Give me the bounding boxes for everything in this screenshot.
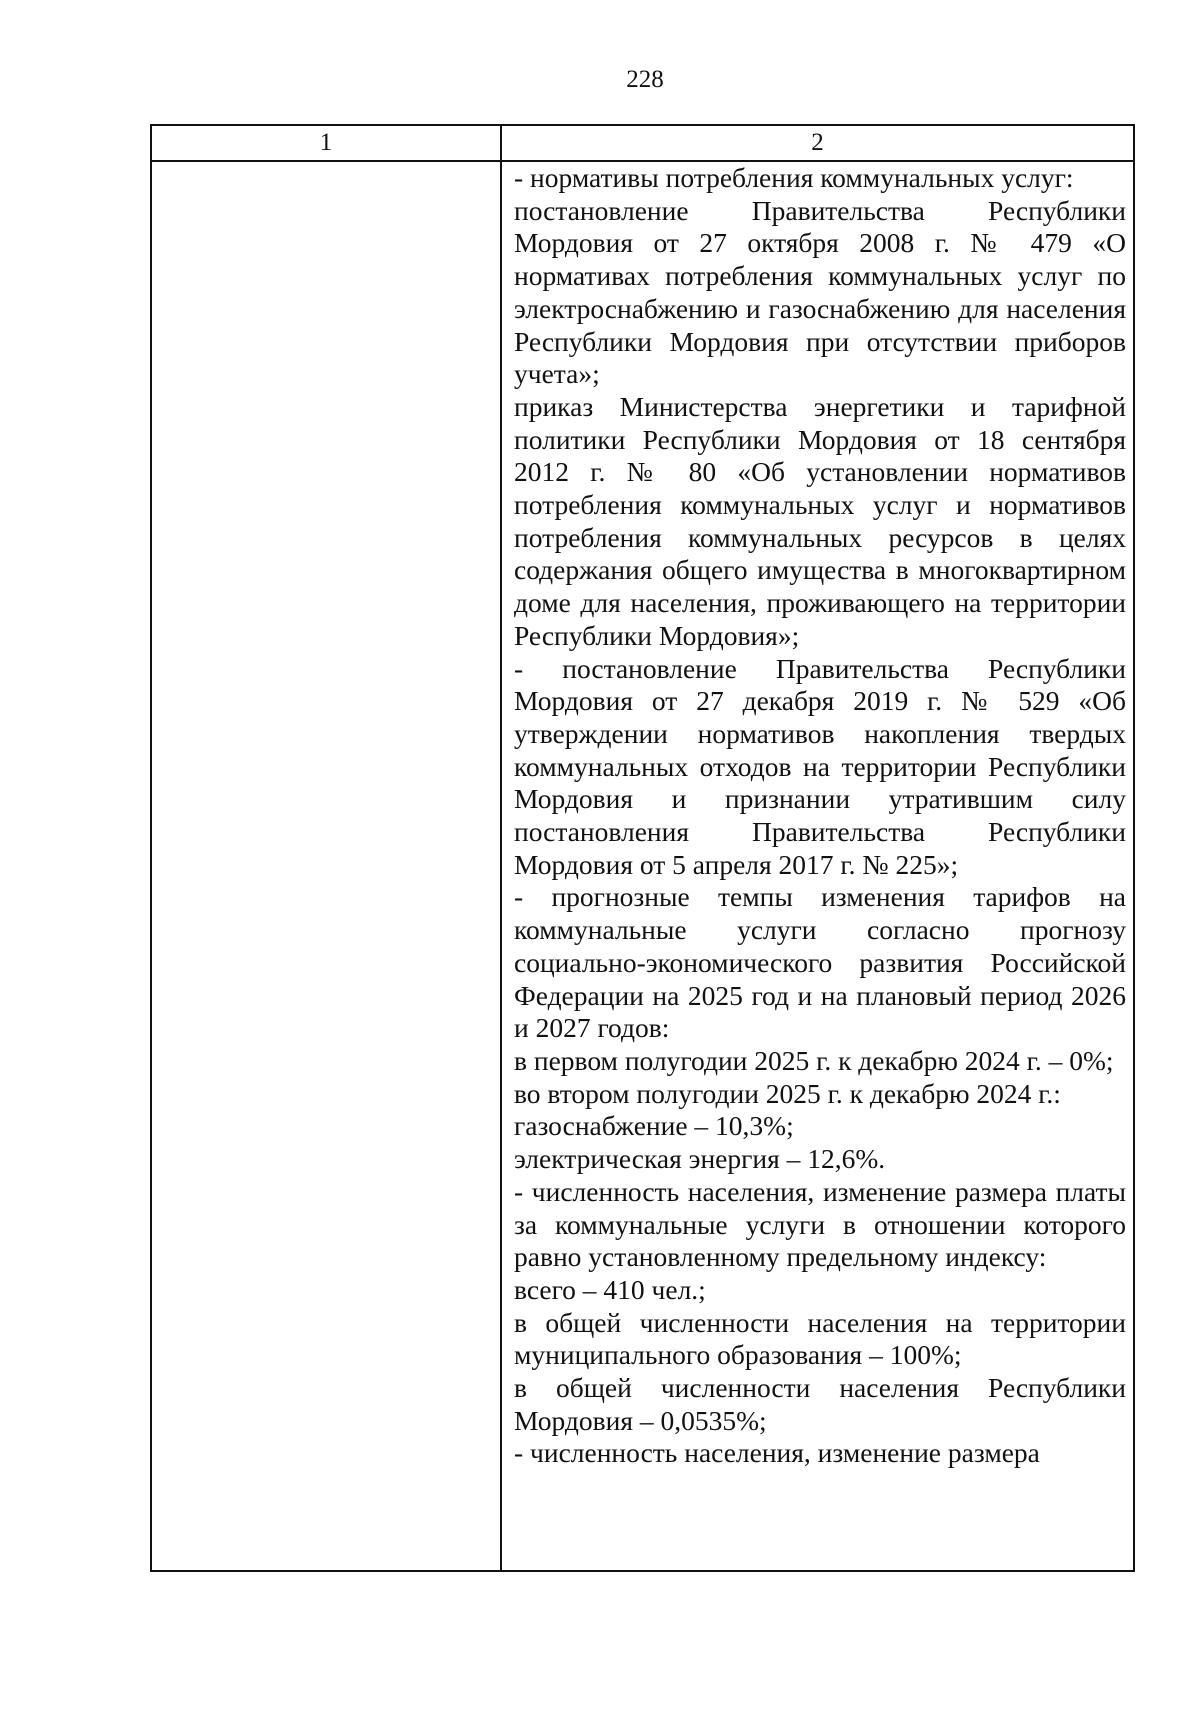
paragraph: во втором полугодии 2025 г. к декабрю 2024 г.:: [514, 1077, 1061, 1109]
page-number: 228: [626, 66, 664, 93]
paragraph: - численность населения, изменение размера платы за коммунальные услуги в отношении которого равно установленному предельному индексу:: [514, 1175, 1126, 1273]
paragraph: - постановление Правительства Республики Мордовия от 27 декабря 2019 г. № 529 «Об утверждении нормативов накопления твердых коммунальных отходов на территории Республики Мордовия и признании утратившим силу постановления Правительства Республики Мордовия от 5 апреля 2017 г. № 225»;: [514, 652, 1126, 880]
column-1-header: 1: [319, 129, 333, 156]
paragraph: в общей численности населения Республики Мордовия – 0,0535%;: [514, 1372, 1126, 1436]
paragraph: постановление Правительства Республики Мордовия от 27 октября 2008 г. № 479 «О нормативах потребления коммунальных услуг по электроснабжению и газоснабжению для населения Республики Мордовия при отсутствии приборов учета»;: [514, 194, 1126, 390]
paragraph: всего – 410 чел.;: [514, 1273, 706, 1305]
document-table: [150, 124, 1135, 1572]
paragraph: электрическая энергия – 12,6%.: [514, 1143, 886, 1175]
column-divider: [500, 126, 502, 1570]
paragraph: - нормативы потребления коммунальных услуг:: [514, 162, 1074, 193]
paragraph: в первом полугодии 2025 г. к декабрю 2024 г. – 0%;: [514, 1044, 1114, 1076]
column-2-content: [514, 162, 1126, 1470]
table-header-row: [152, 126, 1133, 162]
paragraph: газоснабжение – 10,3%;: [514, 1110, 794, 1142]
paragraph: приказ Министерства энергетики и тарифной политики Республики Мордовия от 18 сентября 2012 г. № 80 «Об установлении нормативов потребления коммунальных услуг и нормативов потребления коммунальных ресурсов в целях содержания общего имущества в многоквартирном доме для населения, проживающего на территории Республики Мордовия»;: [514, 390, 1126, 651]
column-2-header: 2: [811, 129, 824, 156]
paragraph: в общей численности населения на территории муниципального образования – 100%;: [514, 1306, 1126, 1371]
paragraph: - численность населения, изменение размера: [514, 1437, 1040, 1469]
paragraph: - прогнозные темпы изменения тарифов на коммунальные услуги согласно прогнозу социально-экономического развития Российской Федерации на 2025 год и на плановый период 2026 и 2027 годов:: [514, 881, 1126, 1044]
